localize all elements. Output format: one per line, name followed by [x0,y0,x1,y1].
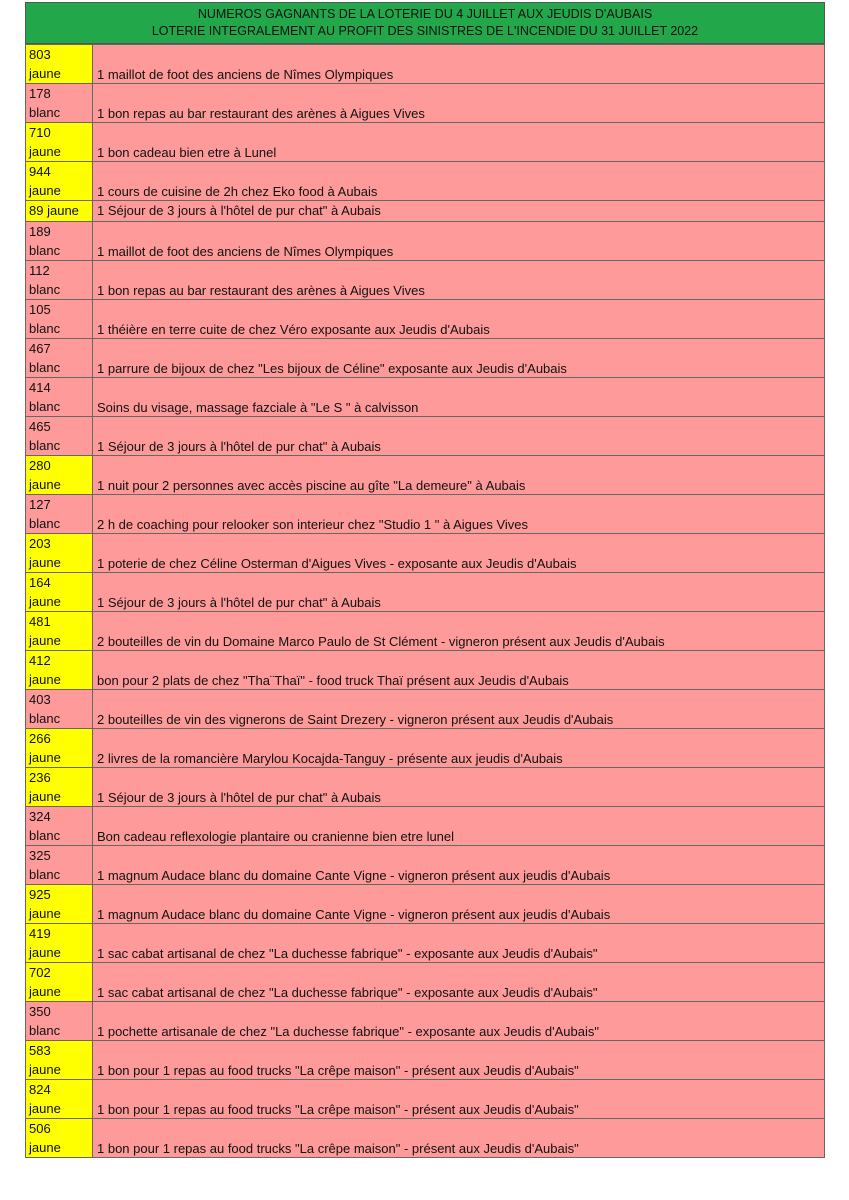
table-row [26,612,825,651]
table-row [26,417,825,456]
table-row [26,201,825,222]
ticket-cell [26,1080,93,1119]
ticket-number: 164 [29,575,51,590]
prize-description: 1 Séjour de 3 jours à l'hôtel de pur chat" à Aubais [93,201,825,222]
table-row [26,846,825,885]
table-row [26,729,825,768]
prize-description: 1 bon cadeau bien etre à Lunel [93,123,825,162]
ticket-cell [26,963,93,1002]
ticket-color: blanc [29,399,61,414]
ticket-number: 467 [29,341,51,356]
prize-description: 1 parrure de bijoux de chez "Les bijoux de Céline" exposante aux Jeudis d'Aubais [93,339,825,378]
ticket-color: jaune [29,945,61,960]
ticket-color: blanc [29,438,61,453]
ticket-color: jaune [29,672,61,687]
prize-description: 1 maillot de foot des anciens de Nîmes Olympiques [93,45,825,84]
ticket-cell [26,846,93,885]
table-row [26,162,825,201]
prize-description: 2 livres de la romancière Marylou Kocajda-Tanguy - présente aux jeudis d'Aubais [93,729,825,768]
prize-description: Bon cadeau reflexologie plantaire ou cranienne bien etre lunel [93,807,825,846]
header-title: NUMEROS GAGNANTS DE LA LOTERIE DU 4 JUILLET AUX JEUDIS D'AUBAIS [197,7,653,21]
ticket-number: 702 [29,965,51,980]
ticket-cell [26,123,93,162]
ticket-color: blanc [29,243,61,258]
ticket-color: jaune [29,1062,61,1077]
ticket-color: blanc [29,321,61,336]
prize-description: 1 bon pour 1 repas au food trucks "La crêpe maison" - présent aux Jeudis d'Aubais" [93,1080,825,1119]
ticket-color: jaune [29,183,61,198]
ticket-color: jaune [29,984,61,999]
ticket-number: 178 [29,86,51,101]
prize-description: 1 sac cabat artisanal de chez "La duchesse fabrique" - exposante aux Jeudis d'Aubais" [93,924,825,963]
ticket-cell [26,456,93,495]
prize-description: 1 nuit pour 2 personnes avec accès piscine au gîte "La demeure" à Aubais [93,456,825,495]
ticket-cell [26,768,93,807]
ticket-cell [26,162,93,201]
table-row [26,222,825,261]
prize-description: 1 bon repas au bar restaurant des arènes à Aigues Vives [93,84,825,123]
ticket-number: 481 [29,614,51,629]
table-row [26,123,825,162]
ticket-color: jaune [29,1101,61,1116]
ticket-color: jaune [29,477,61,492]
prize-description: 1 Séjour de 3 jours à l'hôtel de pur chat" à Aubais [93,768,825,807]
ticket-number: 403 [29,692,51,707]
table-row [26,1041,825,1080]
ticket-number: 944 [29,164,51,179]
ticket-color: blanc [29,867,61,882]
prize-description: 1 Séjour de 3 jours à l'hôtel de pur chat" à Aubais [93,417,825,456]
prize-description: 1 magnum Audace blanc du domaine Cante Vigne - vigneron présent aux jeudis d'Aubais [93,846,825,885]
table-row [26,807,825,846]
ticket-color: blanc [29,828,61,843]
table-row [26,768,825,807]
ticket-number: 89 [29,203,44,218]
prize-description: 1 cours de cuisine de 2h chez Eko food à Aubais [93,162,825,201]
ticket-cell [26,300,93,339]
ticket-color: blanc [29,1023,61,1038]
ticket-number: 419 [29,926,51,941]
ticket-number: 925 [29,887,51,902]
sheet-header [25,2,825,44]
table-row [26,534,825,573]
ticket-cell [26,339,93,378]
ticket-color: jaune [29,789,61,804]
ticket-number: 350 [29,1004,51,1019]
ticket-number: 189 [29,224,51,239]
table-row [26,339,825,378]
ticket-cell [26,495,93,534]
ticket-number: 583 [29,1043,51,1058]
ticket-color: jaune [29,555,61,570]
table-row [26,45,825,84]
table-row [26,885,825,924]
prize-description: 1 maillot de foot des anciens de Nîmes Olympiques [93,222,825,261]
prize-description: 1 poterie de chez Céline Osterman d'Aigues Vives - exposante aux Jeudis d'Aubais [93,534,825,573]
ticket-color: jaune [29,633,61,648]
ticket-cell [26,690,93,729]
prize-description: 1 bon pour 1 repas au food trucks "La crêpe maison" - présent aux Jeudis d'Aubais" [93,1119,825,1158]
ticket-number: 414 [29,380,51,395]
ticket-cell [26,45,93,84]
ticket-number: 824 [29,1082,51,1097]
ticket-color: jaune [29,594,61,609]
ticket-cell [26,885,93,924]
ticket-color: jaune [29,66,61,81]
prize-description: 1 bon repas au bar restaurant des arènes à Aigues Vives [93,261,825,300]
prize-description: 1 Séjour de 3 jours à l'hôtel de pur chat" à Aubais [93,573,825,612]
ticket-color: jaune [29,1140,61,1155]
ticket-cell [26,534,93,573]
lottery-sheet [25,2,825,1158]
ticket-number: 324 [29,809,51,824]
table-row [26,651,825,690]
ticket-color: blanc [29,516,61,531]
results-table-body [26,45,825,1158]
table-row [26,690,825,729]
table-row [26,1080,825,1119]
ticket-number: 506 [29,1121,51,1136]
ticket-cell [26,612,93,651]
prize-description: 2 h de coaching pour relooker son interieur chez "Studio 1 " à Aigues Vives [93,495,825,534]
ticket-cell [26,378,93,417]
ticket-color: jaune [29,144,61,159]
results-table [25,44,825,1158]
table-row [26,456,825,495]
ticket-number: 325 [29,848,51,863]
ticket-number: 203 [29,536,51,551]
ticket-number: 112 [29,263,50,278]
prize-description: 1 bon pour 1 repas au food trucks "La crêpe maison" - présent aux Jeudis d'Aubais" [93,1041,825,1080]
ticket-color: blanc [29,105,61,120]
ticket-color: jaune [29,750,61,765]
table-row [26,300,825,339]
ticket-cell [26,573,93,612]
ticket-cell [26,417,93,456]
prize-description: 1 théière en terre cuite de chez Véro exposante aux Jeudis d'Aubais [93,300,825,339]
ticket-color: blanc [29,711,61,726]
prize-description: 1 magnum Audace blanc du domaine Cante Vigne - vigneron présent aux jeudis d'Aubais [93,885,825,924]
table-row [26,495,825,534]
ticket-color: jaune [47,203,79,218]
ticket-number: 236 [29,770,51,785]
ticket-number: 266 [29,731,51,746]
prize-description: 1 pochette artisanale de chez "La duchesse fabrique" - exposante aux Jeudis d'Aubais" [93,1002,825,1041]
table-row [26,378,825,417]
ticket-cell [26,201,93,222]
ticket-number: 710 [29,125,51,140]
ticket-color: jaune [29,906,61,921]
ticket-number: 127 [29,497,51,512]
ticket-number: 280 [29,458,51,473]
ticket-cell [26,222,93,261]
ticket-cell [26,807,93,846]
table-row [26,963,825,1002]
table-row [26,1002,825,1041]
header-subtitle: LOTERIE INTEGRALEMENT AU PROFIT DES SINISTRES DE L'INCENDIE DU 31 JUILLET 2022 [151,24,699,38]
ticket-cell [26,1002,93,1041]
table-row [26,924,825,963]
ticket-cell [26,1119,93,1158]
table-row [26,573,825,612]
prize-description: 2 bouteilles de vin du Domaine Marco Paulo de St Clément - vigneron présent aux Jeudis d'Aubais [93,612,825,651]
ticket-number: 412 [29,653,51,668]
prize-description: 1 sac cabat artisanal de chez "La duchesse fabrique" - exposante aux Jeudis d'Aubais" [93,963,825,1002]
ticket-cell [26,729,93,768]
ticket-number: 105 [29,302,51,317]
ticket-cell [26,1041,93,1080]
ticket-color: blanc [29,282,61,297]
prize-description: 2 bouteilles de vin des vignerons de Saint Drezery - vigneron présent aux Jeudis d'Aubais [93,690,825,729]
ticket-cell [26,84,93,123]
ticket-number: 465 [29,419,51,434]
table-row [26,261,825,300]
ticket-cell [26,651,93,690]
prize-description: Soins du visage, massage fazciale à "Le S " à calvisson [93,378,825,417]
prize-description: bon pour 2 plats de chez "Tha¨Thaï" - food truck Thaï présent aux Jeudis d'Aubais [93,651,825,690]
table-row [26,1119,825,1158]
ticket-number: 803 [29,47,51,62]
table-row [26,84,825,123]
ticket-cell [26,924,93,963]
ticket-cell [26,261,93,300]
ticket-color: blanc [29,360,61,375]
